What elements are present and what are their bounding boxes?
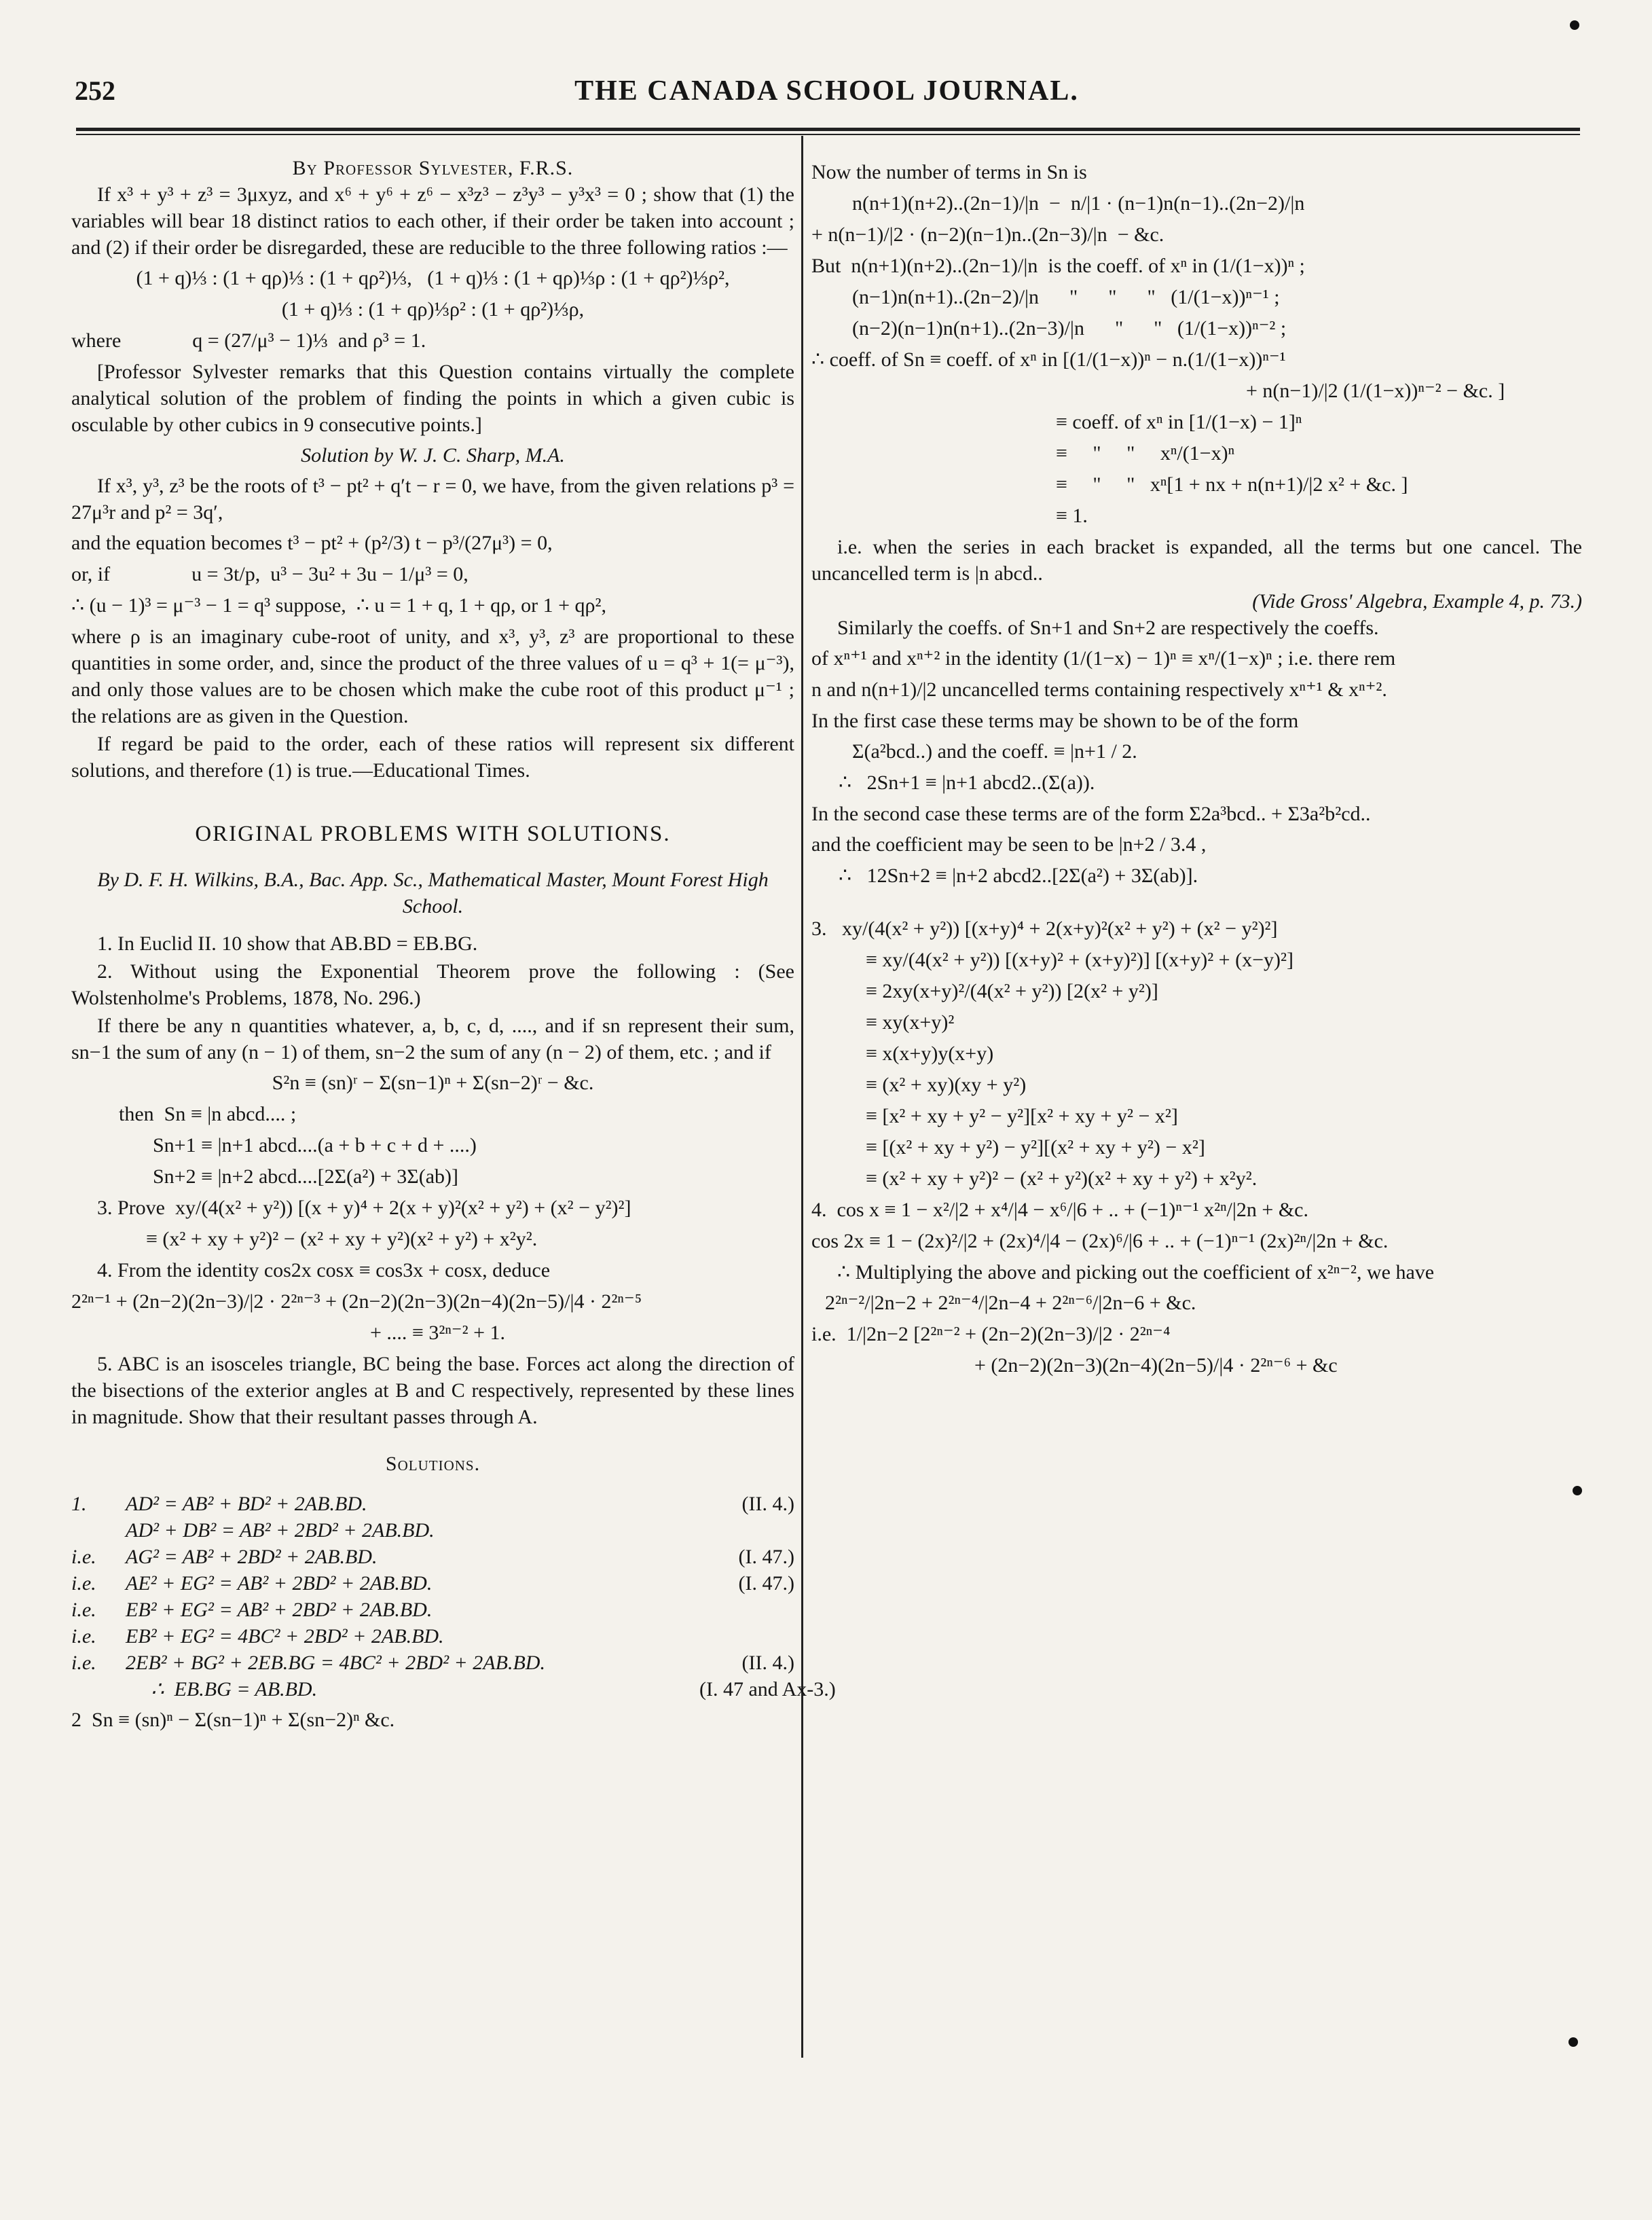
left-column: [71, 155, 836, 1738]
solution-2-start: 2 Sn ≡ (sn)ⁿ − Σ(sn−1)ⁿ + Σ(sn−2)ⁿ &c.: [71, 1709, 395, 1731]
right-line-12: ≡ 1.: [1056, 505, 1088, 527]
solution-3-line-2: ≡ xy/(4(x² + y²)) [(x+y)² + (x+y)²)] [(x+y)² + (x−y)²]: [866, 949, 1293, 971]
solution-4-para: ∴ Multiplying the above and picking out the coefficient of x²ⁿ⁻², we have: [837, 1261, 1435, 1284]
solution-row: i.e. AE² + EG² = AB² + 2BD² + 2AB.BD. (I. 47.): [71, 1572, 794, 1595]
right-line-6: (n−2)(n−1)n(n+1)..(2n−3)/|n " " (1/(1−x))ⁿ⁻² ;: [852, 317, 1287, 340]
right-line-7: ∴ coeff. of Sn ≡ coeff. of xⁿ in [(1/(1−x))ⁿ − n.(1/(1−x))ⁿ⁻¹: [811, 348, 1286, 371]
solution-3-line-3: ≡ 2xy(x+y)²/(4(x² + y²)) [2(x² + y²)]: [866, 980, 1158, 1002]
right-line-17: n and n(n+1)/|2 uncancelled terms containing respectively xⁿ⁺¹ & xⁿ⁺².: [811, 678, 1387, 701]
right-para-3: In the first case these terms may be shown to be of the form: [811, 710, 1299, 732]
solution-row: AD² + DB² = AB² + 2BD² + 2AB.BD.: [126, 1519, 435, 1542]
scan-speck: [1570, 20, 1579, 30]
ratio-line-1: (1 + q)⅓ : (1 + qρ)⅓ : (1 + qρ²)⅓, (1 + q)⅓ : (1 + qρ)⅓ρ : (1 + qρ²)⅓ρ²,: [136, 267, 730, 289]
right-line-2: n(n+1)(n+2)..(2n−1)/|n − n/|1 · (n−1)n(n−1)..(2n−2)/|n: [852, 192, 1305, 215]
solution-4-line-5: i.e. 1/|2n−2 [2²ⁿ⁻² + (2n−2)(2n−3)/|2 · 2²ⁿ⁻⁴: [811, 1323, 1171, 1345]
right-line-16: of xⁿ⁺¹ and xⁿ⁺² in the identity (1/(1−x) − 1)ⁿ ≡ xⁿ/(1−x)ⁿ ; i.e. there rem: [811, 647, 1396, 670]
right-line-23: ∴ 12Sn+2 ≡ |n+2 abcd2..[2Σ(a²) + 3Σ(ab)].: [839, 865, 1198, 887]
solutions-heading: Solutions.: [385, 1453, 481, 1475]
solution-row: 1. AD² = AB² + BD² + 2AB.BD. (II. 4.): [71, 1493, 794, 1515]
header-rule: [76, 128, 1580, 131]
problem-2-eq-1: S²n ≡ (sn)ʳ − Σ(sn−1)ⁿ + Σ(sn−2)ʳ − &c.: [272, 1072, 594, 1094]
solution-equation-2: or, if u = 3t/p, u³ − 3u² + 3u − 1/μ³ = 0,: [71, 563, 469, 585]
scan-speck: [1568, 2037, 1578, 2047]
right-para-4: In the second case these terms are of the form Σ2a³bcd.. + Σ3a²b²cd..: [811, 803, 1371, 825]
problem-2-eq-3: Sn+1 ≡ |n+1 abcd....(a + b + c + d + ....): [153, 1134, 477, 1157]
page-header: [75, 75, 1579, 115]
solution-equation-3: ∴ (u − 1)³ = μ⁻³ − 1 = q³ suppose, ∴ u = 1 + q, 1 + qρ, or 1 + qρ²,: [71, 594, 606, 617]
right-line-11: ≡ " " xⁿ[1 + nx + n(n+1)/|2 x² + &c. ]: [1056, 473, 1408, 496]
right-para-2: Similarly the coeffs. of Sn+1 and Sn+2 are respectively the coeffs.: [837, 617, 1379, 639]
right-line-20: ∴ 2Sn+1 ≡ |n+1 abcd2..(Σ(a)).: [839, 771, 1095, 794]
solution-paragraph-2: where ρ is an imaginary cube-root of unity, and x³, y³, z³ are proportional to these quantities in some order, and, since the product of the three values of u = q³ + 1(= μ⁻³), and only those values are to be chosen which make the cube root of this product μ⁻¹ ; the relations are as given in the Question.: [71, 625, 794, 727]
scan-speck: [1573, 1486, 1582, 1495]
header-rule-thin: [76, 134, 1580, 135]
problem-3-b: ≡ (x² + xy + y²)² − (x² + xy + y²)(x² + y²) + x²y².: [146, 1228, 538, 1250]
solution-row: i.e. EB² + EG² = AB² + 2BD² + 2AB.BD.: [71, 1599, 433, 1621]
problem-4-a: 4. From the identity cos2x cosx ≡ cos3x + cosx, deduce: [97, 1259, 551, 1281]
solution-paragraph-3: If regard be paid to the order, each of these ratios will represent six different solutions, and therefore (1) is true.—Educational Times.: [71, 733, 794, 782]
solution-row: i.e. AG² = AB² + 2BD² + 2AB.BD. (I. 47.): [71, 1546, 794, 1568]
ratio-line-2: (1 + q)⅓ : (1 + qρ)⅓ρ² : (1 + qρ²)⅓ρ,: [281, 298, 585, 321]
solutions-list: [71, 1491, 836, 1703]
sylvester-remark: [Professor Sylvester remarks that this Question contains virtually the complete analytical solution of the problem of finding the points in which a given cubic is osculable by other cubics in 9 consecutive points.]: [71, 361, 794, 436]
right-para-1: i.e. when the series in each bracket is expanded, all the terms but one cancel. The uncancelled term is |n abcd..: [811, 536, 1582, 585]
journal-title: THE CANADA SCHOOL JOURNAL.: [574, 75, 1079, 107]
author-line: By Professor Sylvester, F.R.S.: [292, 157, 574, 179]
problem-4-b: 2²ⁿ⁻¹ + (2n−2)(2n−3)/|2 · 2²ⁿ⁻³ + (2n−2)(2n−3)(2n−4)(2n−5)/|4 · 2²ⁿ⁻⁵: [71, 1290, 642, 1313]
solution-equation-1: and the equation becomes t³ − pt² + (p²/3) t − p³/(27μ³) = 0,: [71, 532, 553, 554]
problem-3-a: 3. Prove xy/(4(x² + y²)) [(x + y)⁴ + 2(x + y)²(x² + y²) + (x² − y²)²]: [97, 1197, 631, 1219]
right-line-5: (n−1)n(n+1)..(2n−2)/|n " " " (1/(1−x))ⁿ⁻¹ ;: [852, 286, 1280, 308]
section-byline: By D. F. H. Wilkins, B.A., Bac. App. Sc., Mathematical Master, Mount Forest High School.: [97, 869, 769, 917]
problem-2-text: If there be any n quantities whatever, a, b, c, d, ...., and if sn represent their sum, sn−1 the sum of any (n − 1) of them, sn−2 the sum of any (n − 2) of them, etc. ; and if: [71, 1015, 794, 1063]
right-line-3: + n(n−1)/|2 · (n−2)(n−1)n..(2n−3)/|n − &c.: [811, 223, 1164, 246]
right-line-8: + n(n−1)/|2 (1/(1−x))ⁿ⁻² − &c. ]: [1246, 380, 1505, 402]
right-line-10: ≡ " " xⁿ/(1−x)ⁿ: [1056, 442, 1235, 465]
solution-4-line-1: 4. cos x ≡ 1 − x²/|2 + x⁴/|4 − x⁶/|6 + .. + (−1)ⁿ⁻¹ x²ⁿ/|2n + &c.: [811, 1199, 1308, 1221]
right-column: [811, 155, 1582, 1383]
right-line-22: and the coefficient may be seen to be |n+2 / 3.4 ,: [811, 833, 1207, 856]
problem-5: 5. ABC is an isosceles triangle, BC being the base. Forces act along the direction of the bisections of the exterior angles at B and C respectively, represented by these lines in magnitude. Show that their resultant passes through A.: [71, 1353, 794, 1428]
where-line: where q = (27/μ³ − 1)⅓ and ρ³ = 1.: [71, 329, 426, 352]
solution-3-line-6: ≡ (x² + xy)(xy + y²): [866, 1074, 1027, 1096]
solution-3-line-9: ≡ (x² + xy + y²)² − (x² + y²)(x² + xy + y²) + x²y².: [866, 1167, 1258, 1190]
problem-2-eq-2: then Sn ≡ |n abcd.... ;: [119, 1103, 297, 1125]
problem-2: 2. Without using the Exponential Theorem prove the following : (See Wolstenholme's Problems, 1878, No. 296.): [71, 960, 794, 1009]
solution-3-line-1: 3. xy/(4(x² + y²)) [(x+y)⁴ + 2(x+y)²(x² + y²) + (x² − y²)²]: [811, 917, 1278, 940]
solution-row: i.e. EB² + EG² = 4BC² + 2BD² + 2AB.BD.: [71, 1625, 444, 1648]
solution-3-line-8: ≡ [(x² + xy + y²) − y²][(x² + xy + y²) − x²]: [866, 1136, 1205, 1159]
solution-paragraph-1: If x³, y³, z³ be the roots of t³ − pt² + q′t − r = 0, we have, from the given relations p³ = 27μ³r and p² = 3q′,: [71, 475, 794, 524]
right-reference: (Vide Gross' Algebra, Example 4, p. 73.): [1252, 590, 1582, 613]
solution-3-line-5: ≡ x(x+y)y(x+y): [866, 1042, 994, 1065]
problem-4-c: + .... ≡ 3²ⁿ⁻² + 1.: [370, 1322, 506, 1344]
problem-1: 1. In Euclid II. 10 show that AB.BD = EB.BG.: [97, 932, 478, 955]
solution-row: i.e. 2EB² + BG² + 2EB.BG = 4BC² + 2BD² + 2AB.BD. (II. 4.): [71, 1652, 794, 1674]
solution-4-line-2: cos 2x ≡ 1 − (2x)²/|2 + (2x)⁴/|4 − (2x)⁶/|6 + .. + (−1)ⁿ⁻¹ (2x)²ⁿ/|2n + &c.: [811, 1230, 1389, 1252]
solution-by: Solution by W. J. C. Sharp, M.A.: [301, 444, 565, 467]
solution-row: ∴ EB.BG = AB.BD. (I. 47 and Ax-3.): [126, 1678, 836, 1700]
right-line-4: But n(n+1)(n+2)..(2n−1)/|n is the coeff. of xⁿ in (1/(1−x))ⁿ ;: [811, 255, 1305, 277]
right-line-9: ≡ coeff. of xⁿ in [1/(1−x) − 1]ⁿ: [1056, 411, 1302, 433]
solution-4-line-6: + (2n−2)(2n−3)(2n−4)(2n−5)/|4 · 2²ⁿ⁻⁶ + &c: [974, 1354, 1338, 1377]
section-heading: ORIGINAL PROBLEMS WITH SOLUTIONS.: [195, 822, 671, 846]
solution-4-line-4: 2²ⁿ⁻²/|2n−2 + 2²ⁿ⁻⁴/|2n−4 + 2²ⁿ⁻⁶/|2n−6 + &c.: [825, 1292, 1196, 1314]
solution-3-line-7: ≡ [x² + xy + y² − y²][x² + xy + y² − x²]: [866, 1105, 1178, 1127]
page-number: 252: [75, 75, 115, 106]
problem-text: If x³ + y³ + z³ = 3μxyz, and x⁶ + y⁶ + z⁶ − x³z³ − z³y³ − y³x³ = 0 ; show that (1) the variables will bear 18 distinct ratios to each other, if their order be taken into account ; and (2) if their order be disregarded, these are reducible to the three following ratios :—: [71, 183, 794, 259]
solution-3-line-4: ≡ xy(x+y)²: [866, 1011, 955, 1034]
column-divider: [801, 136, 803, 2058]
right-line-19: Σ(a²bcd..) and the coeff. ≡ |n+1 / 2.: [852, 740, 1137, 763]
problem-2-eq-4: Sn+2 ≡ |n+2 abcd....[2Σ(a²) + 3Σ(ab)]: [153, 1165, 458, 1188]
right-line-1: Now the number of terms in Sn is: [811, 161, 1087, 183]
